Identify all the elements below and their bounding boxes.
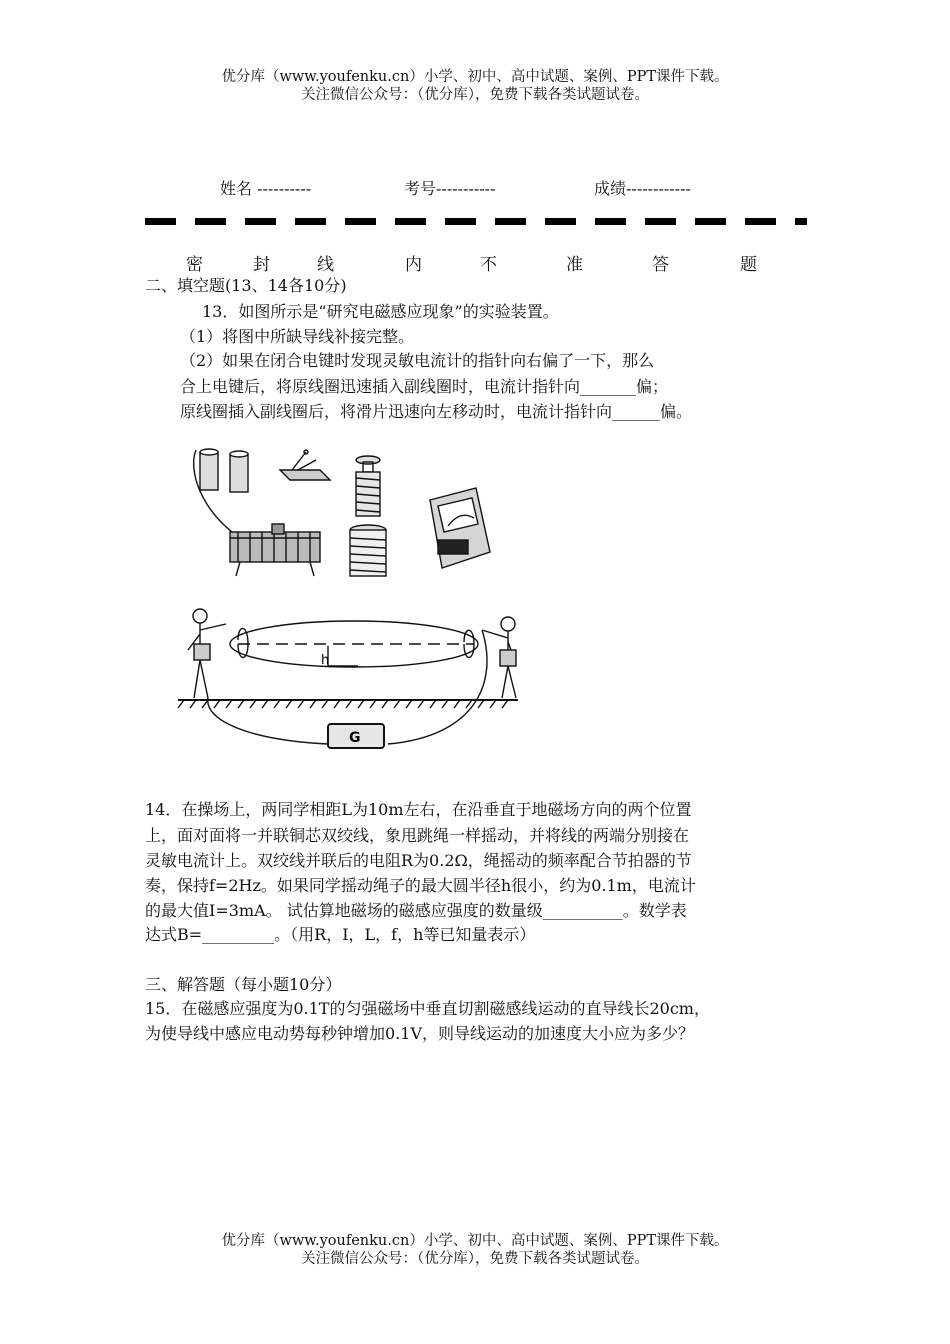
q14-line2: 上，面对面将一并联铜芯双绞线，象甩跳绳一样摇动，并将线的两端分别接在	[145, 826, 690, 845]
galvanometer-g-label: G	[349, 730, 361, 746]
seal-char: 题	[740, 255, 757, 275]
footer-line-2: 关注微信公众号：（优分库），免费下载各类试题试卷。	[301, 1251, 649, 1267]
seal-dashed-line	[145, 218, 810, 226]
score-field-label: 成绩------------	[594, 179, 691, 198]
header-line-1: 优分库（www.youfenku.cn）小学、初中、高中试题、案例、PPT课件下载。	[221, 69, 729, 85]
q15-line2: 为使导线中感应电动势每秒钟增加0.1V，则导线运动的加速度大小应为多少？	[145, 1024, 695, 1043]
q15-line1: 15．在磁感应强度为0.1T的匀强磁场中垂直切割磁感线运动的直导线长20cm，	[145, 999, 710, 1018]
skipping-rope-figure	[178, 600, 528, 760]
section-3-title: 三、解答题（每小题10分）	[145, 975, 342, 994]
header-line-2: 关注微信公众号：（优分库），免费下载各类试题试卷。	[301, 87, 649, 103]
q13-part2-line2: 合上电键后，将原线圈迅速插入副线圈时，电流计指针向_______偏；	[180, 377, 669, 396]
seal-char: 密	[186, 255, 203, 275]
radius-h-label: h	[321, 653, 330, 668]
seal-char: 答	[652, 255, 669, 275]
q14-line1: 14．在操场上，两同学相距L为10m左右，在沿垂直于地磁场方向的两个位置	[145, 800, 692, 819]
name-field-label: 姓名 ----------	[220, 179, 312, 198]
q13-part2-line1: （2）如果在闭合电键时发现灵敏电流计的指针向右偏了一下，那么	[180, 351, 655, 370]
seal-char: 不	[480, 255, 497, 275]
q14-line6: 达式B=_________。（用R，I，L，f，h等已知量表示）	[145, 925, 536, 944]
q13-part1: （1）将图中所缺导线补接完整。	[180, 327, 415, 346]
induction-apparatus-figure	[180, 440, 500, 590]
q14-line4: 奏，保持f=2Hz。如果同学摇动绳子的最大圆半径h很小，约为0.1m，电流计	[145, 876, 696, 895]
footer-line-1: 优分库（www.youfenku.cn）小学、初中、高中试题、案例、PPT课件下载。	[221, 1233, 729, 1249]
q14-line3: 灵敏电流计上。双绞线并联后的电阻R为0.2Ω，绳摇动的频率配合节拍器的节	[145, 851, 692, 870]
q14-line5: 的最大值I=3mA。 试估算地磁场的磁感应强度的数量级__________。数学表	[145, 901, 687, 920]
q13-part2-line3: 原线圈插入副线圈后，将滑片迅速向左移动时，电流计指针向______偏。	[180, 402, 693, 421]
section-2-title: 二、填空题(13、14各10分)	[145, 276, 347, 295]
exam-id-field-label: 考号-----------	[404, 179, 496, 198]
seal-char: 内	[405, 255, 422, 275]
seal-char: 封	[253, 255, 270, 275]
seal-char: 准	[566, 255, 583, 275]
q13-stem: 13．如图所示是“研究电磁感应现象”的实验装置。	[202, 302, 559, 321]
seal-char: 线	[317, 255, 334, 275]
